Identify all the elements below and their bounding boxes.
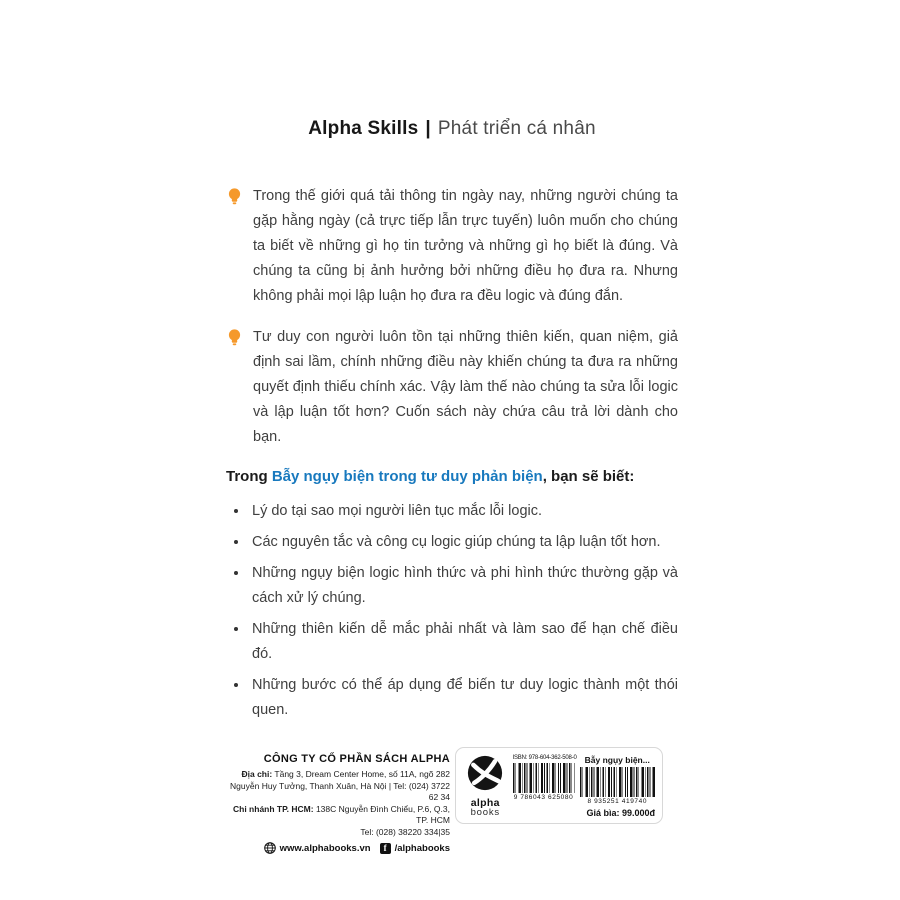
facebook-handle: /alphabooks	[394, 842, 450, 854]
alphabooks-logo-icon	[467, 755, 503, 791]
barcode-label-box	[455, 747, 663, 824]
publisher-links	[228, 842, 450, 854]
list-item-text: Lý do tại sao mọi người liên tục mắc lỗi logic.	[252, 503, 543, 519]
description-paragraph	[226, 184, 678, 309]
price	[580, 808, 655, 818]
list-item	[226, 561, 678, 611]
list-item	[226, 499, 678, 524]
isbn-barcode	[513, 763, 575, 793]
publisher-address-line	[228, 804, 450, 827]
facebook-icon: f	[380, 843, 391, 854]
back-cover-content	[226, 0, 678, 729]
list-item-text: Những bước có thể áp dụng để biến tư duy logic thành một thói quen.	[252, 677, 678, 718]
intro-suffix: , bạn sẽ biết:	[542, 468, 635, 485]
ean-digits: 8 935251 419740	[587, 798, 648, 805]
list-item	[226, 530, 678, 555]
intro-prefix: Trong	[226, 468, 272, 485]
branch-label: Chi nhánh TP. HCM:	[233, 803, 314, 814]
publisher-address-line	[228, 769, 450, 781]
series-header	[226, 118, 678, 140]
highlights-list	[226, 499, 678, 723]
logo-text-books: books	[470, 807, 500, 818]
ean-barcode	[580, 767, 655, 797]
list-item	[226, 673, 678, 723]
bullet-icon	[234, 571, 238, 575]
publisher-info	[228, 753, 450, 854]
list-item-text: Các nguyên tắc và công cụ logic giúp chúng ta lập luận tốt hơn.	[252, 534, 661, 550]
website-url: www.alphabooks.vn	[279, 842, 371, 854]
address-text: Tầng 3, Dream Center Home, số 11A, ngõ 282	[272, 769, 450, 779]
isbn-barcode-group	[513, 755, 575, 801]
globe-icon	[264, 842, 276, 854]
book-title: Bẫy ngụy biện trong tư duy phản biện	[271, 468, 543, 485]
lightbulb-icon	[228, 329, 241, 347]
description-paragraph	[226, 325, 678, 450]
publisher-name: CÔNG TY CỔ PHẦN SÁCH ALPHA	[263, 753, 450, 765]
isbn-digits: 9 786043 625080	[513, 794, 574, 801]
bullet-icon	[234, 683, 238, 687]
phone-text: Tel: (028) 38220 334|35	[360, 826, 450, 837]
isbn-number: ISBN: 978-604-362-508-0	[512, 755, 577, 761]
price-value: 99.000đ	[619, 808, 655, 818]
paragraph-text: Tư duy con người luôn tồn tại những thiên kiến, quan niệm, giả định sai lầm, chính những điều này khiến chúng ta đưa ra những quyết định thiếu chính xác. Vậy làm thế nào chúng ta sửa lỗi logic và lập luận tốt hơn? Cuốn sách này chứa câu trả lời dành cho bạn.	[253, 329, 678, 445]
bullet-icon	[234, 540, 238, 544]
address-text: Nguyễn Huy Tưởng, Thanh Xuân, Hà Nội | Tel: (024) 3722 62 34	[230, 780, 450, 802]
lightbulb-icon	[228, 188, 241, 206]
intro-line	[226, 468, 678, 485]
ean-barcode-group	[580, 755, 655, 818]
series-category: Phát triển cá nhân	[437, 118, 596, 139]
book-title-short: Bẫy ngụy biện...	[584, 755, 650, 765]
bullet-icon	[234, 509, 238, 513]
logo-text-alpha: alpha	[470, 797, 500, 809]
alphabooks-logo	[463, 755, 508, 818]
series-separator: |	[425, 118, 431, 139]
publisher-phone-line	[228, 827, 450, 839]
series-brand: Alpha Skills	[308, 118, 419, 139]
price-label: Giá bìa:	[586, 808, 620, 818]
publisher-address-line	[228, 781, 450, 804]
list-item-text: Những thiên kiến dễ mắc phải nhất và làm sao để hạn chế điều đó.	[252, 621, 678, 662]
list-item-text: Những ngụy biện logic hình thức và phi hình thức thường gặp và cách xử lý chúng.	[252, 565, 678, 606]
address-label: Địa chỉ:	[241, 769, 273, 779]
bullet-icon	[234, 627, 238, 631]
paragraph-text: Trong thế giới quá tải thông tin ngày nay, những người chúng ta gặp hằng ngày (cả trực tiếp lẫn trực tuyến) luôn muốn cho chúng ta biết về những gì họ tin tưởng và những gì họ biết là đúng. Và chúng ta cũng bị ảnh hưởng bởi những điều họ đưa ra. Nhưng không phải mọi lập luận họ đưa ra đều logic và đúng đắn.	[253, 188, 678, 304]
address-text: 138C Nguyễn Đình Chiểu, P.6, Q.3, TP. HCM	[313, 803, 450, 825]
list-item	[226, 617, 678, 667]
